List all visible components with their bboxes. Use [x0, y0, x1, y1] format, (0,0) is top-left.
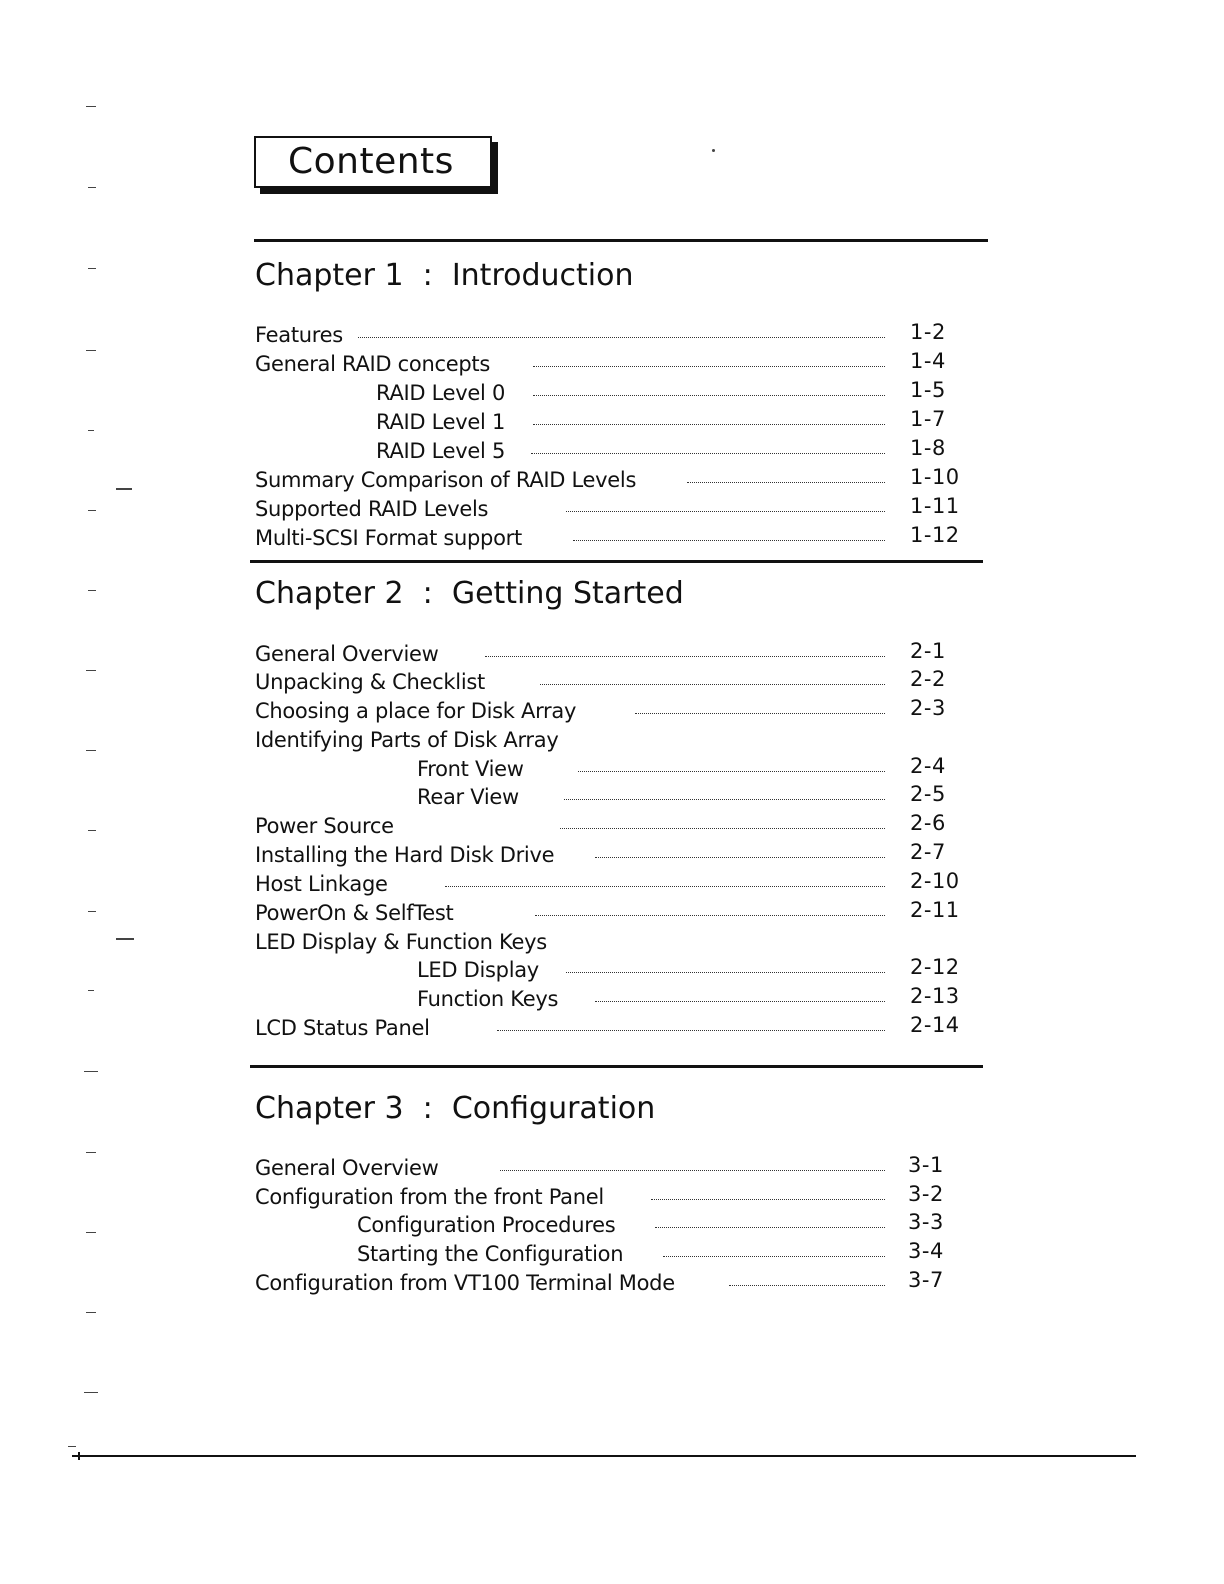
- chapter-divider: [250, 1065, 983, 1068]
- dot-leader: [655, 1227, 885, 1228]
- scan-speck: [84, 1071, 98, 1072]
- scan-speck: [68, 1446, 76, 1447]
- dot-leader: [566, 972, 885, 973]
- toc-page-number[interactable]: 2-12: [910, 955, 960, 979]
- toc-page-number[interactable]: 3-4: [908, 1239, 944, 1263]
- toc-entry-label: LED Display: [417, 957, 539, 982]
- dot-leader: [445, 886, 885, 887]
- dot-leader: [578, 771, 885, 772]
- toc-entry-label: RAID Level 0: [376, 380, 506, 405]
- toc-page-number[interactable]: 2-5: [910, 782, 946, 806]
- toc-subentry[interactable]: [417, 984, 558, 1013]
- scan-speck: [88, 268, 96, 269]
- toc-entry-label: Function Keys: [417, 986, 559, 1011]
- toc-entry-label: Starting the Configuration: [357, 1241, 624, 1266]
- toc-entry-label: General Overview: [255, 641, 439, 666]
- scan-speck: [116, 488, 132, 490]
- toc-entry-label: PowerOn & SelfTest: [255, 900, 454, 925]
- toc-entry-label: Rear View: [417, 784, 519, 809]
- scan-speck: [712, 149, 715, 152]
- toc-entry[interactable]: [255, 1013, 430, 1042]
- toc-entry[interactable]: [255, 465, 636, 494]
- toc-entry[interactable]: [255, 696, 576, 725]
- toc-page-number[interactable]: 1-12: [910, 523, 960, 547]
- scan-speck: [86, 106, 96, 107]
- page-bottom-rule: [72, 1455, 1136, 1457]
- toc-page-number[interactable]: 1-4: [910, 349, 946, 373]
- toc-entry[interactable]: [255, 840, 554, 869]
- dot-leader: [540, 684, 885, 685]
- scan-speck: [86, 1232, 96, 1233]
- toc-entry-label: General RAID concepts: [255, 351, 490, 376]
- toc-entry[interactable]: [255, 725, 558, 754]
- toc-page-number[interactable]: 3-3: [908, 1210, 944, 1234]
- chapter-2-heading: Chapter 2 : Getting Started: [255, 576, 684, 611]
- toc-entry[interactable]: [255, 869, 388, 898]
- toc-entry-label: Configuration from VT100 Terminal Mode: [255, 1270, 675, 1295]
- scan-speck: [88, 990, 94, 991]
- scan-speck: [88, 430, 94, 431]
- toc-page-number[interactable]: 2-2: [910, 667, 946, 691]
- scan-speck: [86, 670, 96, 671]
- toc-entry[interactable]: [255, 667, 485, 696]
- toc-entry[interactable]: [255, 639, 439, 668]
- toc-entry-label: Host Linkage: [255, 871, 388, 896]
- toc-entry[interactable]: [255, 811, 394, 840]
- dot-leader: [635, 713, 885, 714]
- dot-leader: [485, 656, 885, 657]
- toc-entry[interactable]: [255, 1182, 604, 1211]
- scan-speck: [88, 911, 96, 912]
- dot-leader: [535, 915, 885, 916]
- dot-leader: [729, 1285, 885, 1286]
- toc-entry-label: Installing the Hard Disk Drive: [255, 842, 555, 867]
- dot-leader: [651, 1199, 885, 1200]
- toc-page-number[interactable]: 1-10: [910, 465, 960, 489]
- toc-entry[interactable]: [255, 494, 488, 523]
- toc-entry[interactable]: [255, 898, 454, 927]
- scan-speck: [88, 187, 96, 188]
- toc-entry-label: RAID Level 1: [376, 409, 506, 434]
- toc-subentry[interactable]: [417, 782, 519, 811]
- toc-subentry[interactable]: [376, 407, 505, 436]
- chapter-divider: [254, 239, 988, 242]
- page-title: Contents: [288, 141, 454, 182]
- toc-page-number[interactable]: 2-10: [910, 869, 960, 893]
- toc-page-number[interactable]: 3-2: [908, 1182, 944, 1206]
- dot-leader: [533, 395, 885, 396]
- dot-leader: [564, 799, 885, 800]
- scan-speck: [86, 1312, 96, 1313]
- toc-entry-label: Front View: [417, 756, 524, 781]
- toc-entry[interactable]: [255, 927, 547, 956]
- toc-subentry[interactable]: [417, 955, 539, 984]
- contents-title-box: [254, 136, 492, 188]
- toc-entry-label: Power Source: [255, 813, 394, 838]
- toc-entry[interactable]: [255, 1153, 439, 1182]
- dot-leader: [663, 1256, 885, 1257]
- toc-page-number[interactable]: 1-2: [910, 320, 946, 344]
- scan-speck: [116, 938, 134, 940]
- scan-speck: [88, 590, 96, 591]
- toc-page-number[interactable]: 2-11: [910, 898, 960, 922]
- toc-page-number[interactable]: 2-4: [910, 754, 946, 778]
- toc-entry-label: Features: [255, 322, 343, 347]
- toc-entry-label: Choosing a place for Disk Array: [255, 698, 577, 723]
- scan-speck: [88, 510, 96, 511]
- toc-page-number[interactable]: 2-14: [910, 1013, 960, 1037]
- toc-entry-label: LED Display & Function Keys: [255, 929, 547, 954]
- toc-entry[interactable]: [255, 320, 343, 349]
- toc-subentry[interactable]: [357, 1239, 623, 1268]
- dot-leader: [358, 337, 885, 338]
- toc-entry-label: Configuration Procedures: [357, 1212, 616, 1237]
- toc-subentry[interactable]: [376, 436, 505, 465]
- toc-entry[interactable]: [255, 523, 522, 552]
- chapter-3-heading: Chapter 3 : Configuration: [255, 1091, 656, 1126]
- dot-leader: [595, 857, 885, 858]
- dot-leader: [533, 424, 885, 425]
- toc-page-number[interactable]: 1-7: [910, 407, 946, 431]
- toc-page-number[interactable]: 2-6: [910, 811, 946, 835]
- toc-subentry[interactable]: [376, 378, 505, 407]
- chapter-divider: [250, 560, 983, 563]
- toc-subentry[interactable]: [417, 754, 524, 783]
- dot-leader: [687, 482, 885, 483]
- dot-leader: [573, 540, 885, 541]
- scan-speck: [86, 350, 96, 351]
- chapter-1-heading: Chapter 1 : Introduction: [255, 258, 634, 293]
- toc-page-number[interactable]: 3-7: [908, 1268, 944, 1292]
- toc-page-number[interactable]: 1-8: [910, 436, 946, 460]
- toc-page-number[interactable]: 2-1: [910, 639, 946, 663]
- scan-speck: [84, 1392, 98, 1393]
- dot-leader: [533, 366, 885, 367]
- toc-entry-label: RAID Level 5: [376, 438, 506, 463]
- toc-entry-label: General Overview: [255, 1155, 439, 1180]
- toc-page-number[interactable]: 2-13: [910, 984, 960, 1008]
- toc-entry-label: LCD Status Panel: [255, 1015, 430, 1040]
- dot-leader: [560, 828, 885, 829]
- scan-speck: [86, 1152, 96, 1153]
- toc-entry[interactable]: [255, 1268, 675, 1297]
- toc-page-number[interactable]: 3-1: [908, 1153, 944, 1177]
- dot-leader: [595, 1001, 885, 1002]
- dot-leader: [497, 1030, 885, 1031]
- dot-leader: [566, 511, 885, 512]
- toc-entry-label: Unpacking & Checklist: [255, 669, 485, 694]
- scan-speck: [78, 1452, 80, 1460]
- scan-speck: [86, 750, 96, 751]
- toc-entry-label: Summary Comparison of RAID Levels: [255, 467, 637, 492]
- toc-page-number[interactable]: 1-11: [910, 494, 960, 518]
- toc-entry-label: Configuration from the front Panel: [255, 1184, 604, 1209]
- toc-page-number[interactable]: 1-5: [910, 378, 946, 402]
- toc-entry-label: Identifying Parts of Disk Array: [255, 727, 559, 752]
- dot-leader: [531, 453, 885, 454]
- toc-entry[interactable]: [255, 349, 490, 378]
- toc-page-number[interactable]: 2-7: [910, 840, 946, 864]
- toc-entry-label: Supported RAID Levels: [255, 496, 489, 521]
- toc-page-number[interactable]: 2-3: [910, 696, 946, 720]
- dot-leader: [500, 1170, 885, 1171]
- toc-entry-label: Multi-SCSI Format support: [255, 525, 522, 550]
- toc-subentry[interactable]: [357, 1210, 615, 1239]
- scan-speck: [88, 830, 96, 831]
